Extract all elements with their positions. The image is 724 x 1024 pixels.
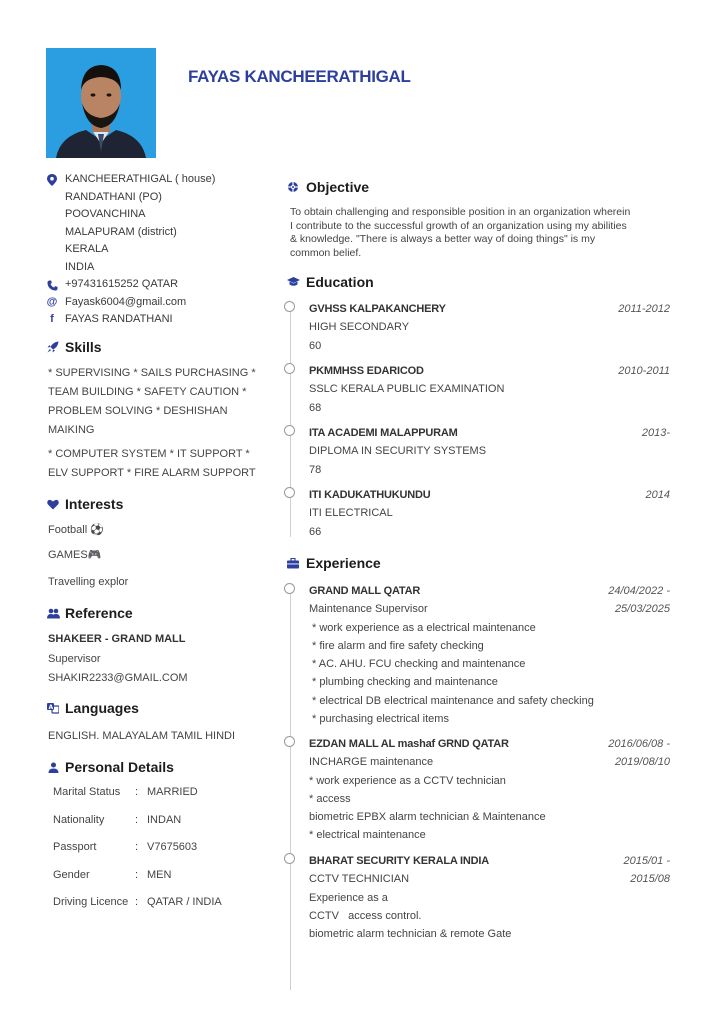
education-course: HIGH SECONDARY	[309, 321, 410, 334]
education-entry	[309, 362, 670, 417]
education-school: ITI KADUKATHUKUNDU	[309, 489, 431, 501]
experience-company: GRAND MALL QATAR	[309, 585, 421, 597]
briefcase-icon	[286, 556, 300, 570]
interests-heading: Interests	[46, 496, 123, 512]
experience-line: * fire alarm and fire safety checking	[312, 639, 484, 652]
education-score: 66	[309, 525, 322, 538]
personal-value: QATAR / INDIA	[147, 896, 222, 908]
skills-group-2	[48, 445, 260, 483]
experience-date: 24/04/2022 - 25/03/2025	[608, 585, 670, 615]
crosshair-icon	[286, 180, 300, 194]
skills-line: ELV SUPPORT * FIRE ALARM SUPPORT	[48, 467, 256, 479]
experience-line: biometric EPBX alarm technician & Maintenance	[309, 811, 546, 824]
experience-company: BHARAT SECURITY KERALA INDIA	[309, 855, 489, 867]
timeline-dot	[284, 853, 295, 864]
skills-line: MAIKING	[48, 424, 95, 436]
phone-icon	[46, 279, 58, 291]
interest-item: Football ⚽	[48, 524, 104, 536]
address	[46, 171, 258, 276]
skills-heading: Skills	[46, 339, 102, 355]
svg-text:A: A	[48, 704, 54, 711]
experience-line: * electrical DB electrical maintenance and safety checking	[312, 694, 594, 707]
education-score: 78	[309, 463, 322, 476]
heart-icon	[46, 497, 60, 511]
languages-text: ENGLISH. MALAYALAM TAMIL HINDI	[48, 730, 236, 742]
address-line: INDIA	[65, 260, 95, 273]
reference-role: Supervisor	[48, 653, 101, 665]
experience-entry	[309, 582, 670, 728]
objective-text	[290, 206, 670, 260]
personal-label: Marital Status	[53, 786, 121, 798]
phone	[46, 276, 258, 294]
education-school: PKMMHSS EDARICOD	[309, 365, 424, 377]
education-score: 60	[309, 339, 322, 352]
experience-role: CCTV TECHNICIAN	[309, 873, 410, 886]
experience-line: biometric alarm technician & remote Gate	[309, 928, 512, 941]
experience-company: EZDAN MALL AL mashaf GRND QATAR	[309, 738, 509, 750]
personal-value: MARRIED	[147, 786, 198, 798]
personal-row: Nationality : INDAN	[53, 814, 182, 826]
experience-line: * AC. AHU. FCU checking and maintenance	[312, 658, 526, 671]
timeline-dot	[284, 487, 295, 498]
education-score: 68	[309, 401, 322, 414]
personal-row: Marital Status : MARRIED	[53, 786, 198, 798]
experience-line: Experience as a	[309, 891, 388, 904]
personal-row: Driving Licence : QATAR / INDIA	[53, 896, 222, 908]
education-entry	[309, 486, 670, 541]
objective-line: To obtain challenging and responsible position in an organization wherein	[290, 206, 631, 218]
email[interactable]	[46, 294, 258, 312]
email-text[interactable]: Fayask6004@gmail.com	[65, 295, 187, 308]
address-line: POOVANCHINA	[65, 208, 146, 220]
education-entry	[309, 424, 670, 479]
objective-line: common belief.	[290, 246, 362, 259]
user-icon	[46, 760, 60, 774]
users-icon	[46, 606, 60, 620]
skills-line: PROBLEM SOLVING * DESHISHAN	[48, 405, 228, 417]
personal-label: Passport	[53, 841, 97, 853]
education-entry	[309, 300, 670, 355]
experience-entry	[309, 852, 670, 943]
personal-row: Gender : MEN	[53, 869, 172, 881]
facebook[interactable]	[46, 311, 258, 329]
education-course: DIPLOMA IN SECURITY SYSTEMS	[309, 445, 487, 458]
contact-block	[46, 171, 258, 329]
address-line: RANDATHANI (PO)	[65, 190, 162, 203]
experience-date: 2016/06/08 - 2019/08/10	[608, 738, 670, 768]
experience-line: * plumbing checking and maintenance	[312, 676, 498, 689]
experience-line: * work experience as a CCTV technician	[309, 774, 506, 787]
candidate-name: FAYAS KANCHEERATHIGAL	[188, 67, 411, 86]
experience-line: * access	[309, 792, 351, 805]
address-line: KERALA	[65, 243, 109, 255]
timeline-dot	[284, 301, 295, 312]
facebook-icon: f	[50, 313, 54, 326]
reference-name: SHAKEER - GRAND MALL	[48, 633, 186, 645]
facebook-text[interactable]: FAYAS RANDATHANI	[65, 313, 173, 325]
personal-label: Driving Licence	[53, 896, 129, 908]
education-timeline	[290, 305, 291, 537]
reference-heading: Reference	[46, 605, 133, 621]
timeline-dot	[284, 736, 295, 747]
experience-line: * purchasing electrical items	[312, 713, 449, 726]
skills-line: * SUPERVISING * SAILS PURCHASING *	[48, 367, 256, 379]
language-icon	[46, 701, 60, 715]
personal-row: Passport : V7675603	[53, 841, 198, 853]
education-date: 2010-2011	[618, 365, 670, 377]
education-date: 2014	[645, 489, 670, 501]
personal-label: Nationality	[53, 814, 105, 826]
timeline-dot	[284, 425, 295, 436]
experience-heading: Experience	[286, 555, 381, 571]
education-school: ITA ACADEMI MALAPPURAM	[309, 427, 458, 439]
experience-line: * work experience as a electrical maintenance	[312, 621, 536, 634]
address-line: KANCHEERATHIGAL ( house)	[65, 173, 216, 185]
objective-heading: Objective	[286, 179, 369, 195]
experience-role: Maintenance Supervisor	[309, 603, 428, 616]
experience-line: CCTV access control.	[309, 909, 422, 922]
address-line: MALAPURAM (district)	[65, 225, 177, 238]
personal-details-heading: Personal Details	[46, 759, 174, 775]
graduation-cap-icon	[286, 275, 300, 289]
objective-line: I contribute to the successful growth of an organization using my abilities	[290, 219, 627, 232]
experience-entry	[309, 735, 670, 845]
skills-line: * COMPUTER SYSTEM * IT SUPPORT *	[48, 448, 250, 460]
at-sign-icon: @	[46, 295, 58, 308]
interest-item: Travelling explor	[48, 576, 129, 588]
experience-date: 2015/01 - 2015/08	[623, 855, 670, 885]
education-course: SSLC KERALA PUBLIC EXAMINATION	[309, 383, 505, 396]
experience-line: * electrical maintenance	[309, 829, 426, 842]
education-date: 2013-	[641, 427, 670, 439]
education-course: ITI ELECTRICAL	[309, 507, 393, 520]
personal-value: V7675603	[147, 841, 198, 853]
location-pin-icon	[46, 174, 58, 186]
profile-photo	[46, 48, 156, 158]
experience-timeline	[290, 586, 291, 990]
interest-item: GAMES🎮	[48, 549, 102, 561]
education-heading: Education	[286, 274, 374, 290]
timeline-dot	[284, 363, 295, 374]
skills-line: TEAM BUILDING * SAFETY CAUTION *	[48, 386, 247, 398]
objective-line: & knowledge. "There is always a better way of doing things" is my	[290, 233, 596, 245]
personal-label: Gender	[53, 869, 90, 881]
phone-text: +97431615252 QATAR	[65, 278, 179, 290]
experience-role: INCHARGE maintenance	[309, 756, 434, 769]
rocket-icon	[46, 340, 60, 354]
education-school: GVHSS KALPAKANCHERY	[309, 303, 446, 315]
reference-email[interactable]: SHAKIR2233@GMAIL.COM	[48, 672, 188, 684]
education-date: 2011-2012	[618, 303, 670, 315]
skills-group-1	[48, 364, 260, 440]
personal-value: INDAN	[147, 814, 182, 826]
languages-heading: A Languages	[46, 700, 139, 716]
personal-value: MEN	[147, 869, 172, 881]
timeline-dot	[284, 583, 295, 594]
